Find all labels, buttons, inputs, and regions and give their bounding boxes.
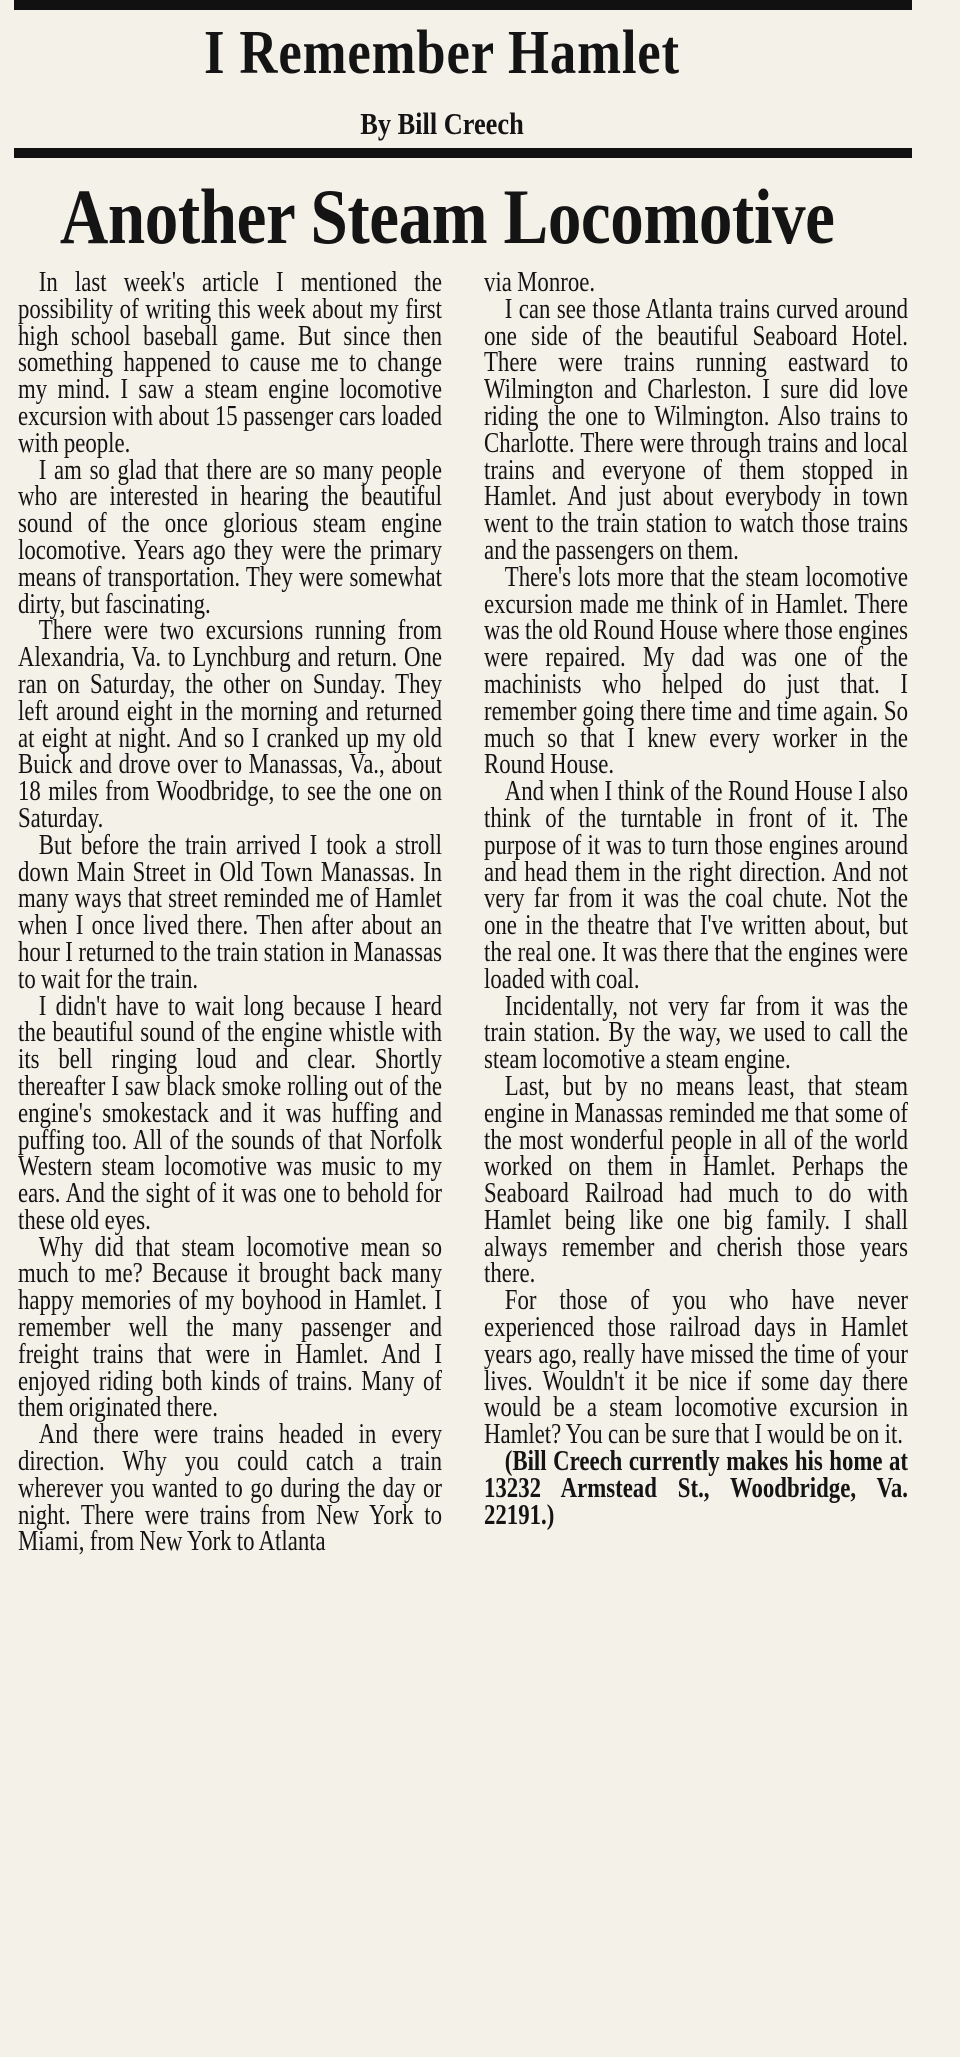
paragraph: But before the train arrived I took a stroll down Main Street in Old Town Manassas. In many ways that street reminded me of Hamlet when I once lived there. Then after about an hour I returned to the train station in Manassas to wait for the train. <box>18 829 443 995</box>
paragraph: For those of you who have never experienced those railroad days in Hamlet years ago, really have missed the time of your lives. Wouldn't it be nice if some day there would be a steam locomotive excursion in Hamlet? You can be sure that I would be on it. <box>484 1285 908 1451</box>
paragraph: In last week's article I mentioned the possibility of writing this week about my first high school baseball game. But since then something happened to cause me to change my mind. I saw a steam engine locomotive excursion with about 15 passenger cars loaded with people. <box>18 267 443 459</box>
right-column <box>484 267 908 1531</box>
headline-rule <box>14 148 912 158</box>
paragraph: Last, but by no means least, that steam engine in Manassas reminded me that some of the most wonderful people in all of the world worked on them in Hamlet. Perhaps the Seaboard Railroad had much to do with Hamlet being like one big family. I shall always remember and cherish those years there. <box>484 1070 908 1290</box>
paragraph: And there were trains headed in every direction. Why you could catch a train wherever you wanted to go during the day or night. There were trains from New York to Miami, from New York to Atlanta <box>18 1419 443 1558</box>
paragraph: There were two excursions running from Alexandria, Va. to Lynchburg and return. One ran on Saturday, the other on Sunday. They left around eight in the morning and returned at eight at night. And so I cranked up my old Buick and drove over to Manassas, Va., about 18 miles from Woodbridge, to see the one on Saturday. <box>18 615 443 834</box>
top-rule <box>14 0 912 10</box>
paragraph-continuation: via Monroe. <box>484 267 596 298</box>
paragraph: I can see those Atlanta trains curved around one side of the beautiful Seaboard Hotel. There were trains running eastward to Wilmington and Charleston. I sure did love riding the one to Wilmington. Also trains to Charlotte. There were through trains and local trains and everyone of them stopped in Hamlet. And just about everybody in town went to the train station to watch those trains and the passengers on them. <box>484 293 908 566</box>
column-title: I Remember Hamlet <box>204 19 680 87</box>
byline: By Bill Creech <box>360 106 524 141</box>
paragraph: There's lots more that the steam locomotive excursion made me think of in Hamlet. There was the old Round House where those engines were repaired. My dad was one of the machinists who helped do just that. I remember going there time and time again. So much so that I knew every worker in the Round House. <box>484 561 908 781</box>
paragraph: And when I think of the Round House I also think of the turntable in front of it. The purpose of it was to turn those engines around and head them in the right direction. And not very far from it was the coal chute. Not the one in the theatre that I've written about, but the real one. It was there that the engines were loaded with coal. <box>484 776 908 995</box>
paragraph: Incidentally, not very far from it was the train station. By the way, we used to call the steam locomotive a steam engine. <box>484 990 908 1076</box>
left-column <box>18 267 443 1558</box>
article-headline: Another Steam Locomotive <box>59 173 835 260</box>
paragraph: Why did that steam locomotive mean so much to me? Because it brought back many happy memories of my boyhood in Hamlet. I remember well the many passenger and freight trains that were in Hamlet. And I enjoyed riding both kinds of trains. Many of them originated there. <box>18 1231 443 1424</box>
paragraph: I didn't have to wait long because I heard the beautiful sound of the engine whistle with its bell ringing loud and clear. Shortly thereafter I saw black smoke rolling out of the engine's smokestack and it was huffing and puffing too. All of the sounds of that Norfolk Western steam locomotive was music to my ears. And the sight of it was one to behold for these old eyes. <box>18 990 443 1236</box>
author-signoff: (Bill Creech currently makes his home at 13232 Armstead St., Woodbridge, Va. 22191.) <box>484 1446 908 1531</box>
paragraph: I am so glad that there are so many people who are interested in hearing the beautiful sound of the once glorious steam engine locomotive. Years ago they were the primary means of transportation. They were somewhat dirty, but fascinating. <box>18 454 443 620</box>
